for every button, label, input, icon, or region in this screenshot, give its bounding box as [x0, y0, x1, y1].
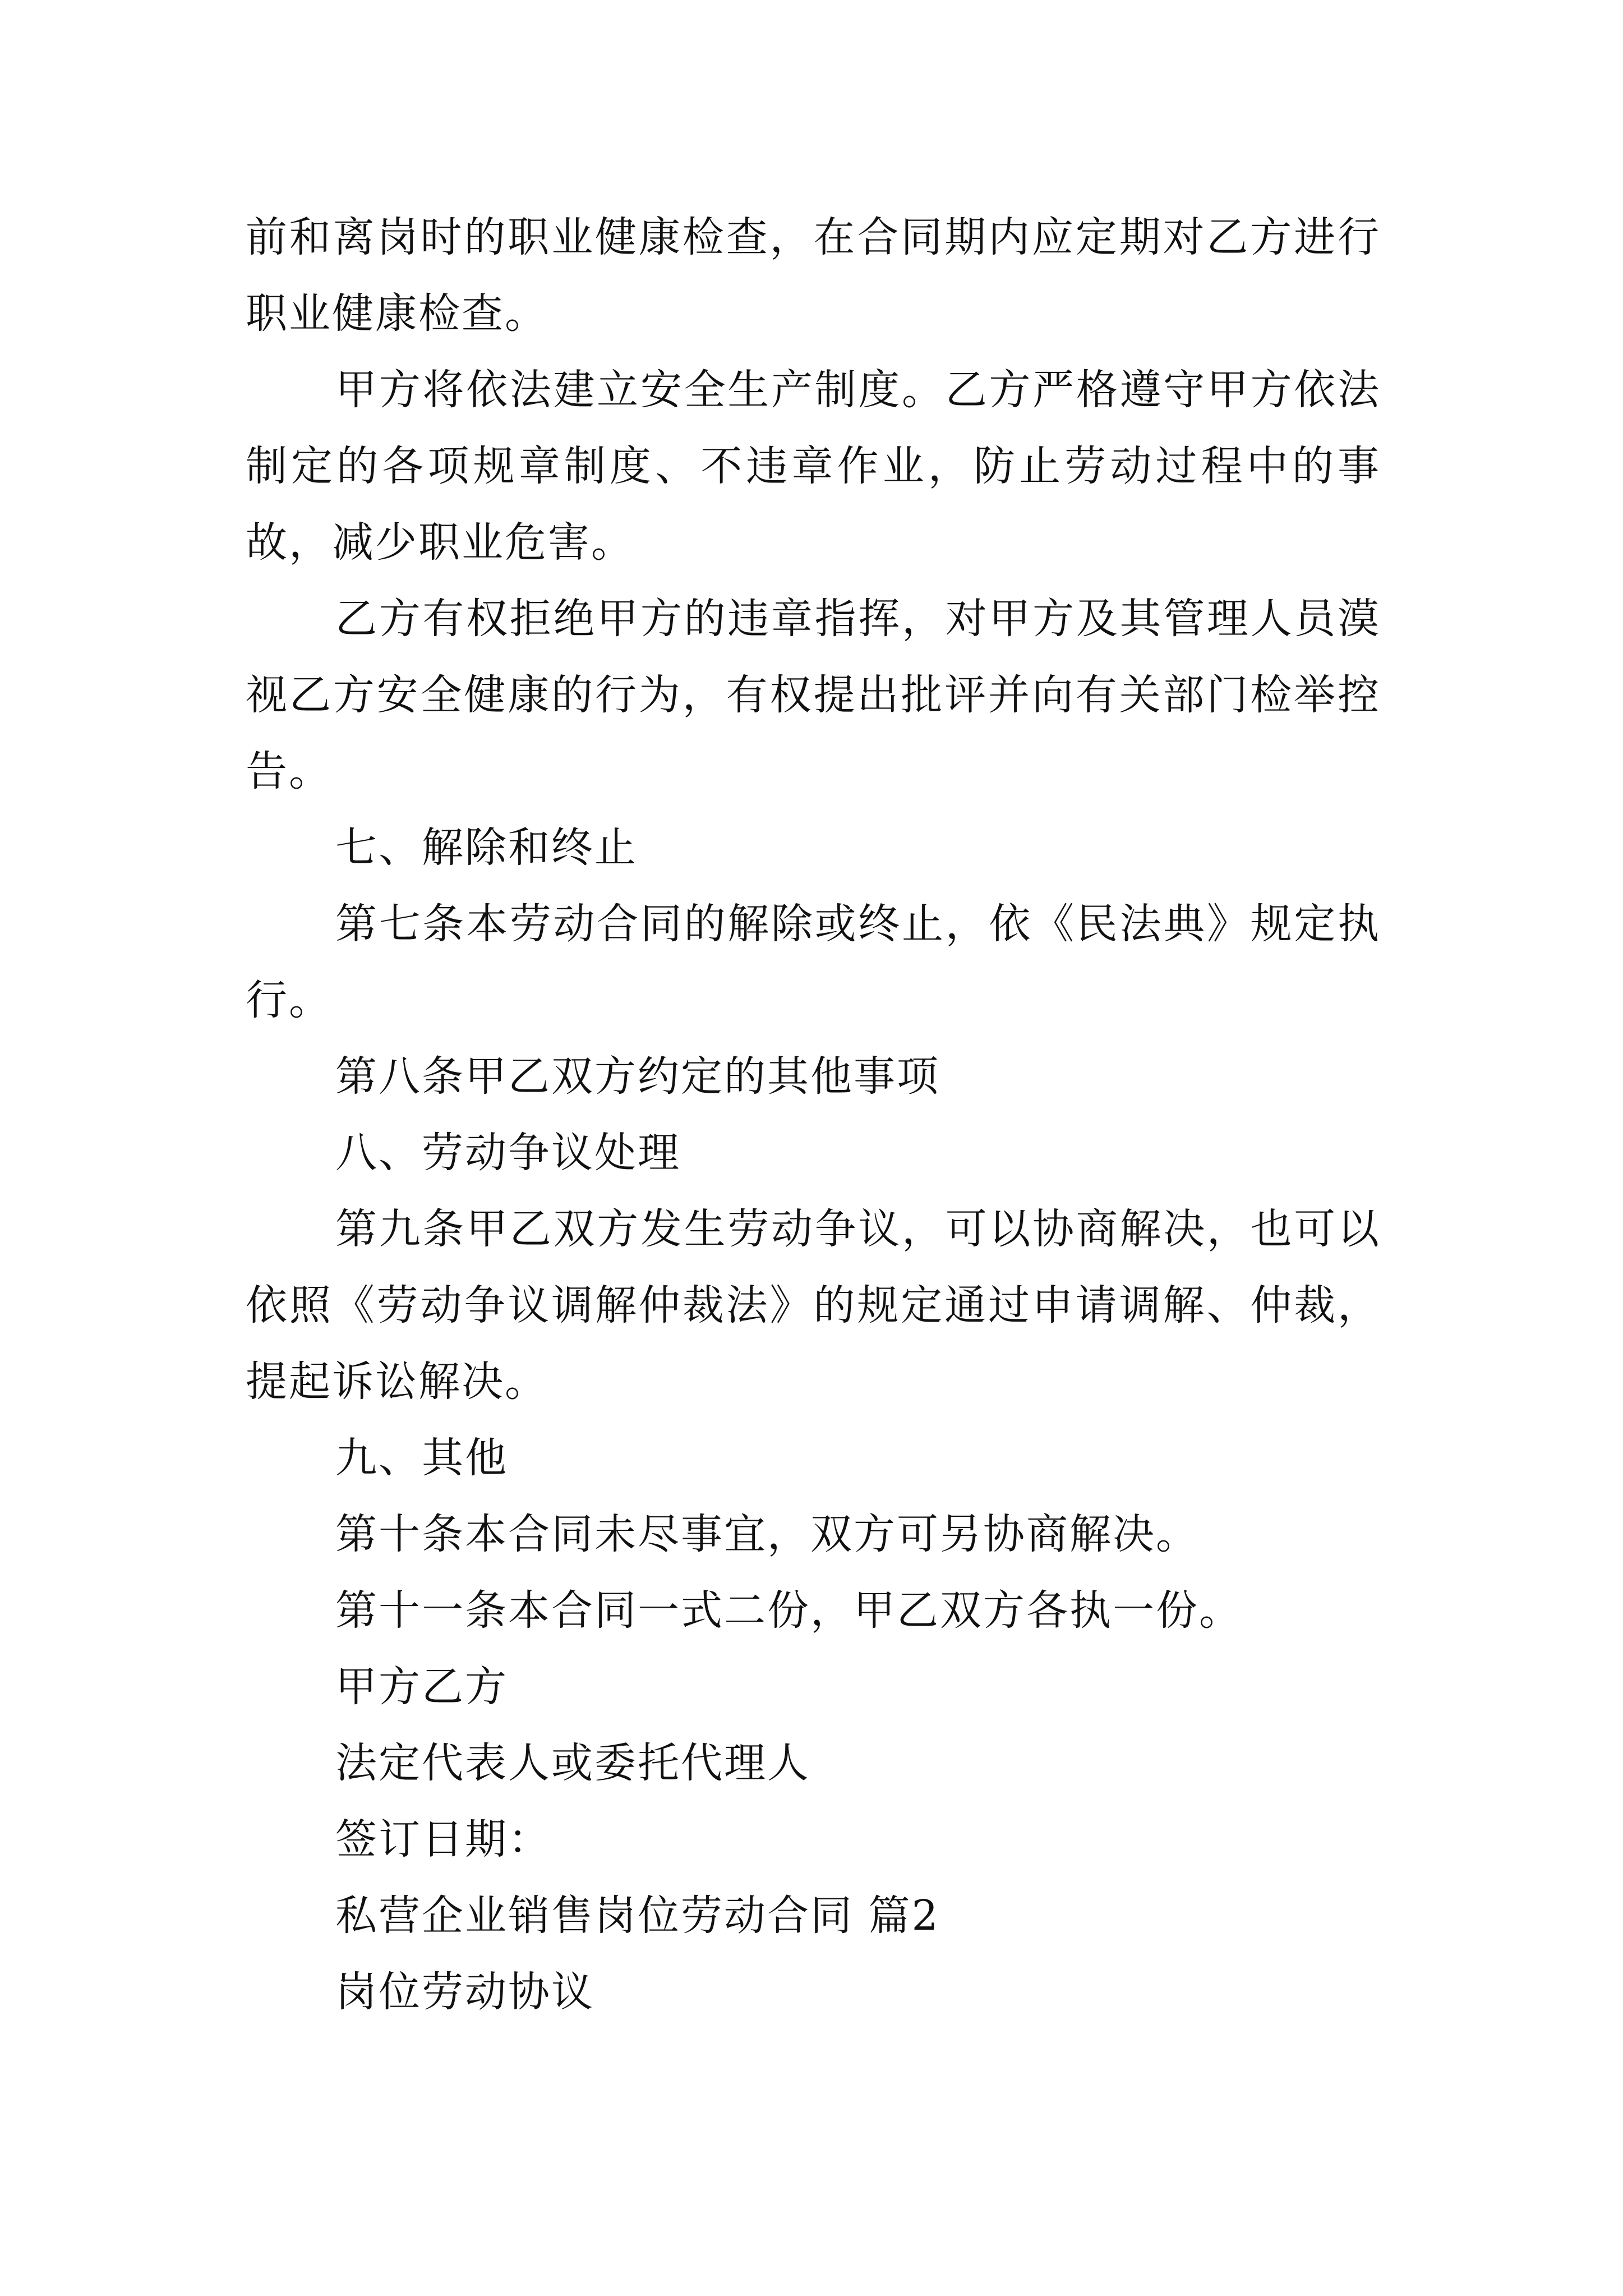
- document-body: [246, 199, 1381, 2030]
- article-10: 第十条本合同未尽事宜，双方可另协商解决。: [335, 1510, 1199, 1558]
- next-contract-subtitle: 岗位劳动协议: [335, 1968, 594, 2016]
- article-9: 第九条甲乙双方发生劳动争议，可以协商解决，也可以依照《劳动争议调解仲裁法》的规定通过申请调解、仲裁，提起诉讼解决。: [246, 1205, 1381, 1406]
- paragraph-health-check-continued: 前和离岗时的职业健康检查，在合同期内应定期对乙方进行职业健康检查。: [246, 213, 1381, 338]
- section-heading-dispute: 八、劳动争议处理: [335, 1129, 681, 1177]
- next-contract-title: 私营企业销售岗位劳动合同 篇2: [335, 1892, 940, 1940]
- section-heading-termination: 七、解除和终止: [335, 823, 638, 872]
- section-heading-other: 九、其他: [335, 1434, 508, 1482]
- signature-parties: 甲方乙方: [335, 1663, 508, 1711]
- paragraph-right-to-refuse: 乙方有权拒绝甲方的违章指挥，对甲方及其管理人员漠视乙方安全健康的行为，有权提出批评并向有关部门检举控告。: [246, 595, 1381, 795]
- paragraph-safety-system: 甲方将依法建立安全生产制度。乙方严格遵守甲方依法制定的各项规章制度、不违章作业，防止劳动过程中的事故，减少职业危害。: [246, 366, 1381, 567]
- article-8: 第八条甲乙双方约定的其他事项: [335, 1052, 940, 1101]
- signature-date: 签订日期：: [335, 1815, 551, 1864]
- article-7: 第七条本劳动合同的解除或终止，依《民法典》规定执行。: [246, 900, 1381, 1024]
- article-11: 第十一条本合同一式二份，甲乙双方各执一份。: [335, 1586, 1242, 1635]
- signature-representative: 法定代表人或委托代理人: [335, 1739, 810, 1787]
